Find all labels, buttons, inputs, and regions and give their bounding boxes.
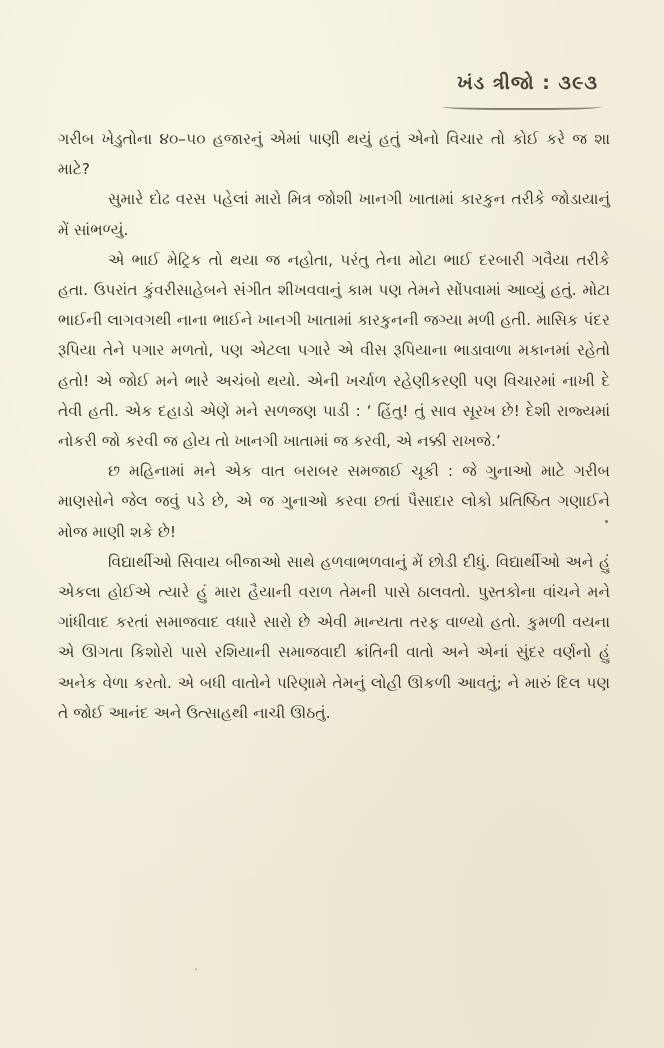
decorative-underline [442,102,602,110]
paragraph: સુમારે દોઢ વરસ પહેલાં મારો મિત્ર જોશી ખાનગી ખાતામાં કારકુન તરીકે જોડાયાનું મેં સાંભળ્યું. [58,190,610,239]
paragraph: એ ભાઈ મેટ્રિક તો થયા જ નહોતા, પરંતુ તેના મોટા ભાઈ દરબારી ગવૈયા તરીકે હતા. ઉપરાંત કુંવરીસાહેબને સંગીત શીખવવાનું કામ પણ તેમને સોંપવામાં આવ્યું હતું. મોટા ભાઈની લાગવગથી નાના ભાઈને ખાનગી ખાતામાં કારકુનની જગ્યા મળી હતી. માસિક પંદર રૂપિયા તેને પગાર મળતો, પણ એટલા પગારે એ વીસ રૂપિયાના ભાડાવાળા મકાનમાં રહેતો હતો! એ જોઈ મને ભારે અચંબો થયો. એની ખર્ચાળ રહેણીકરણી પણ વિચારમાં નાખી દે તેવી હતી. એક દહાડો એણે મને સળજણ પાડી : ‘ હિંતુ! તું સાવ સૂરખ છે! દેશી રાજ્યમાં નોકરી જો કરવી જ હોય તો ખાનગી ખાતામાં જ કરવી, એ નક્કી રાખજે.’ [58,250,610,451]
running-head: ખંડ ત્રીજો : ૩૯૩ [457,72,598,94]
paragraph: વિદ્યાર્થીઓ સિવાય બીજાઓ સાથે હળવાભળવાનું મેં છોડી દીધું. વિદ્યાર્થીઓ અને હું એકલા હોઈએ ત્યારે હું મારા હૈયાની વરાળ તેમની પાસે ઠાલવતો. પુસ્તકોના વાંચને મને ગાંધીવાદ કરતાં સમાજવાદ વધારે સારો છે એવી માન્યતા તરફ વાળ્યો હતો. કુમળી વયના એ ઊગતા કિશોરો પાસે રશિયાની સમાજવાદી ક્રાંતિની વાતો અને એનાં સુંદર વર્ણનો હું અનેક વેળા કરતો. એ બધી વાતોને પરિણામે તેમનું લોહી ઊકળી આવતું; ને મારું દિલ પણ તે જોઈ આનંદ અને ઉત્સાહથી નાચી ઊઠતું. [58,552,610,722]
paper-speck [195,968,197,970]
paper-speck [605,520,608,523]
body-text [58,124,610,728]
paragraph-continuation: ગરીબ ખેડુતોના ૪૦–૫૦ હજારનું એમાં પાણી થયું હતું એનો વિચાર તો કોઈ કરે જ શા માટે? [58,130,610,179]
paragraph: છ મહિનામાં મને એક વાત બરાબર સમજાઈ ચૂકી : જે ગુનાઓ માટે ગરીબ માણસોને જેલ જવું પડે છે, એ જ ગુનાઓ કરવા છતાં પૈસાદાર લોકો પ્રતિષ્ઠિત ગણાઈને મોજ માણી શકે છે! [58,462,610,541]
